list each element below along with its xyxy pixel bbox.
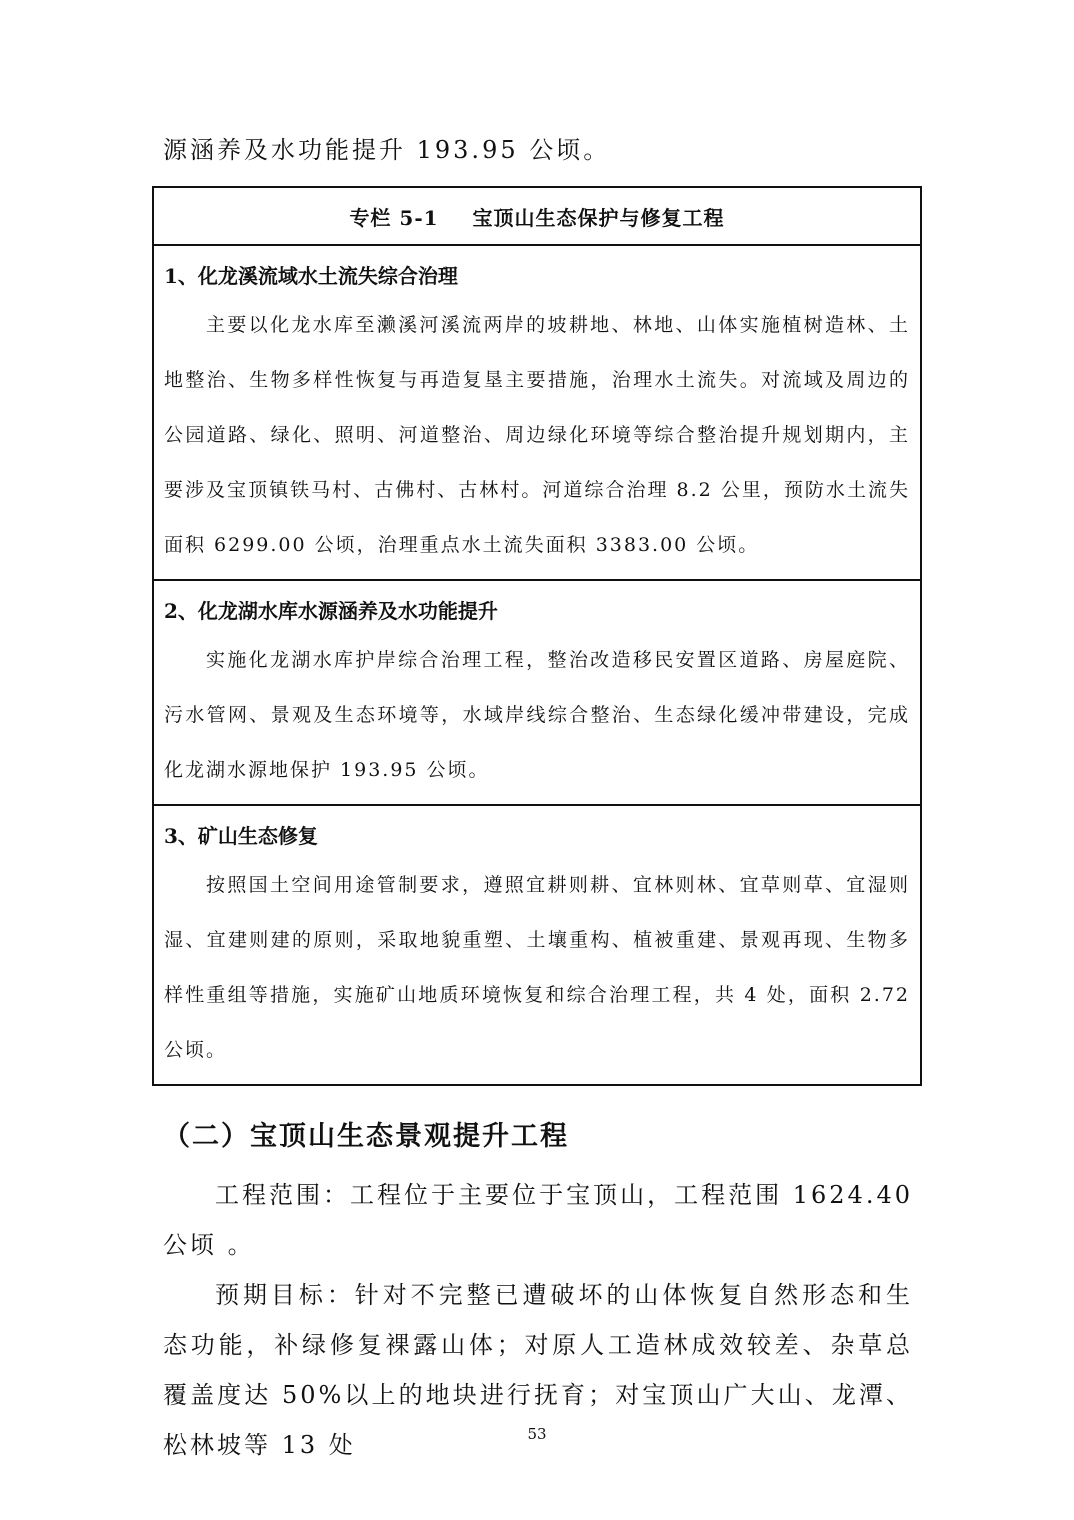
section-paragraph: 主要以化龙水库至濑溪河溪流两岸的坡耕地、林地、山体实施植树造林、土地整治、生物多样性恢复与再造复垦主要措施，治理水土流失。对流域及周边的公园道路、绿化、照明、河道整治、周边绿化环境等综合整治提升规划期内，主要涉及宝顶镇铁马村、古佛村、古林村。河道综合治理 8.2 公里，预防水土流失面积 6299.00 公顷，治理重点水土流失面积 3383.00 公顷。 <box>164 314 910 556</box>
section-paragraph: 按照国土空间用途管制要求，遵照宜耕则耕、宜林则林、宜草则草、宜湿则湿、宜建则建的原则，采取地貌重塑、土壤重构、植被重建、景观再现、生物多样性重组等措施，实施矿山地质环境恢复和综合治理工程，共 4 处，面积 2.72 公顷。 <box>164 874 910 1061</box>
box-title-name: 宝顶山生态保护与修复工程 <box>472 205 725 230</box>
box-title-number: 专栏 5-1 <box>349 205 439 230</box>
box-section-3 <box>153 805 921 1085</box>
box-section-1 <box>153 245 921 580</box>
box-title <box>153 187 921 245</box>
box-section-2 <box>153 580 921 805</box>
page-number: 53 <box>527 1425 547 1443</box>
section-heading: 3、矿山生态修复 <box>164 824 318 848</box>
section-subheading: （二）宝顶山生态景观提升工程 <box>163 1121 569 1152</box>
body-paragraph-goal: 预期目标：针对不完整已遭破坏的山体恢复自然形态和生态功能，补绿修复裸露山体；对原人工造林成效较差、杂草总覆盖度达 50%以上的地块进行抚育；对宝顶山广大山、龙潭、松林坡等 13 处 <box>163 1281 913 1459</box>
lead-line: 源涵养及水功能提升 193.95 公顷。 <box>163 136 611 164</box>
section-paragraph: 实施化龙湖水库护岸综合治理工程，整治改造移民安置区道路、房屋庭院、污水管网、景观及生态环境等，水域岸线综合整治、生态绿化缓冲带建设，完成化龙湖水源地保护 193.95 公顷。 <box>164 649 910 781</box>
section-heading: 1、化龙溪流域水土流失综合治理 <box>164 264 458 288</box>
section-heading: 2、化龙湖水库水源涵养及水功能提升 <box>164 599 498 623</box>
body-paragraph-scope: 工程范围：工程位于主要位于宝顶山，工程范围 1624.40 公顷 。 <box>163 1181 913 1259</box>
column-box <box>152 186 922 1086</box>
